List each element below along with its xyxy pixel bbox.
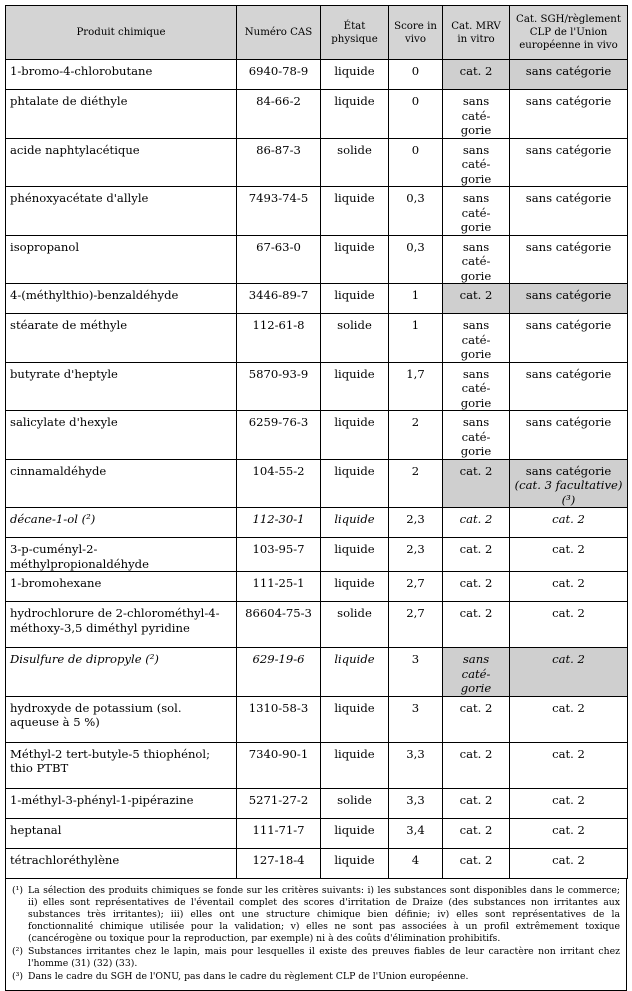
cell-cas (237, 648, 321, 697)
cell-cas (237, 508, 321, 538)
cell-score (389, 187, 443, 236)
cell-score (389, 411, 443, 460)
cell-sgh (510, 284, 628, 314)
cell-mrv-text: sans caté-gorie (460, 239, 492, 283)
cell-score (389, 818, 443, 848)
cell-sgh (510, 742, 628, 788)
cell-cas (237, 235, 321, 284)
cell-cas-text: 112-61-8 (252, 318, 305, 332)
cell-product (6, 90, 237, 139)
cell-state-text: solide (337, 792, 372, 807)
table-row (6, 60, 628, 90)
cell-cas (237, 848, 321, 878)
cell-cas (237, 818, 321, 848)
footnote-text: La sélection des produits chimiques se fonde sur les critères suivants: i) les substances sont disponibles dans le commerce; ii) elles sont représentatives de l'éventail complet des scores d'irritation de Draize (des substances non irritantes aux substances très irritantes); iii) elles ont une structure chimique bien définie; iv) elles sont représentatives de la fonctionnalité chimique utilisée pour la validation; v) elles ne sont pas associées à un profil extrêmement toxique (cancérogène ou toxique pour la reproduction, par exemple) ni à des coûts d'élimination prohibitifs. (28, 884, 620, 944)
cell-mrv-text: sans caté-gorie (460, 415, 492, 458)
table-header-row (6, 6, 628, 60)
cell-score (389, 90, 443, 139)
cell-cas-text: 111-25-1 (252, 576, 305, 590)
cell-state (321, 572, 389, 602)
cell-state (321, 187, 389, 236)
cell-state-text: liquide (334, 652, 375, 666)
cell-sgh-text: sans catégorie (525, 64, 612, 78)
header-score: Score in vivo (389, 6, 443, 60)
cell-score (389, 648, 443, 697)
cell-product-text: 1-méthyl-3-phényl-1-pipérazine (10, 792, 194, 807)
cell-mrv-text: cat. 2 (459, 746, 493, 761)
cell-cas (237, 138, 321, 187)
cell-product (6, 572, 237, 602)
cell-product (6, 602, 237, 648)
cell-state-text: liquide (334, 415, 375, 429)
cell-product (6, 235, 237, 284)
cell-mrv-text: cat. 2 (459, 852, 493, 867)
cell-mrv-text: sans caté-gorie (460, 142, 492, 186)
cell-score-text: 0,3 (406, 191, 425, 205)
cell-state-text: liquide (334, 288, 375, 302)
header-sgh: Cat. SGH/règlement CLP de l'Union européenne in vivo (510, 6, 628, 60)
cell-state-text: liquide (334, 191, 375, 205)
cell-state (321, 90, 389, 139)
cell-state-text: liquide (334, 852, 375, 867)
cell-sgh (510, 314, 628, 363)
cell-score-text: 2 (411, 463, 420, 478)
cell-mrv (443, 648, 510, 697)
cell-cas-text: 86-87-3 (256, 142, 301, 157)
cell-product (6, 314, 237, 363)
cell-cas-text: 5271-27-2 (248, 792, 309, 807)
cell-score-text: 0,3 (406, 239, 425, 254)
cell-product-text: phtalate de diéthyle (10, 94, 128, 108)
cell-product-text: phénoxyacétate d'allyle (10, 191, 149, 205)
cell-product (6, 459, 237, 508)
cell-cas-text: 86604-75-3 (245, 606, 312, 620)
cell-state-text: liquide (334, 512, 375, 526)
cell-cas-text: 84-66-2 (256, 94, 301, 108)
cell-sgh-note: (cat. 3 facultative) (³) (514, 478, 623, 507)
cell-sgh-text: cat. 2 (552, 822, 585, 837)
cell-sgh-text: cat. 2 (552, 852, 585, 867)
cell-sgh (510, 538, 628, 572)
header-product: Produit chimique (6, 6, 237, 60)
cell-product-text: décane-1-ol (²) (10, 512, 96, 526)
cell-mrv-text: cat. 2 (459, 542, 493, 556)
cell-cas-text: 104-55-2 (252, 463, 305, 478)
table-row (6, 138, 628, 187)
cell-mrv (443, 602, 510, 648)
cell-product (6, 60, 237, 90)
cell-sgh (510, 788, 628, 818)
cell-mrv (443, 314, 510, 363)
cell-score-text: 0 (411, 94, 420, 108)
cell-state (321, 602, 389, 648)
cell-mrv (443, 818, 510, 848)
cell-score (389, 138, 443, 187)
header-state: État physique (321, 6, 389, 60)
cell-mrv (443, 538, 510, 572)
cell-cas-text: 112-30-1 (252, 512, 305, 526)
cell-product-text: 3-p-cuményl-2-méthylpropionaldéhyde (10, 542, 149, 571)
cell-score (389, 314, 443, 363)
cell-cas-text: 629-19-6 (252, 652, 305, 666)
cell-mrv (443, 138, 510, 187)
cell-mrv-text: cat. 2 (459, 576, 493, 590)
cell-state (321, 818, 389, 848)
footnote-text: Dans le cadre du SGH de l'ONU, pas dans le cadre du règlement CLP de l'Union européenne. (28, 970, 469, 982)
cell-cas-text: 103-95-7 (252, 542, 305, 556)
cell-sgh-text: sans catégorie (525, 191, 612, 205)
cell-mrv (443, 572, 510, 602)
cell-product (6, 818, 237, 848)
table-row (6, 362, 628, 411)
cell-product (6, 411, 237, 460)
cell-cas (237, 742, 321, 788)
cell-score-text: 1 (411, 318, 420, 332)
cell-sgh (510, 696, 628, 742)
footnote (12, 971, 620, 983)
cell-sgh (510, 818, 628, 848)
cell-mrv-text: cat. 2 (459, 288, 493, 302)
footnote-marker: (³) (12, 970, 23, 982)
cell-product (6, 788, 237, 818)
cell-state (321, 742, 389, 788)
cell-cas (237, 572, 321, 602)
footnote-text: Substances irritantes chez le lapin, mais pour lesquelles il existe des preuves fiables de leur caractère non irritant chez l'homme (31) (32) (33). (28, 945, 620, 969)
cell-product-text: butyrate d'heptyle (10, 366, 118, 381)
cell-sgh-text: sans catégorie (525, 142, 612, 157)
table-row (6, 648, 628, 697)
cell-sgh (510, 648, 628, 697)
cell-sgh-text: sans catégorie (525, 239, 612, 254)
cell-state-text: liquide (334, 239, 375, 254)
cell-product (6, 138, 237, 187)
cell-score (389, 602, 443, 648)
cell-cas-text: 6940-78-9 (248, 64, 309, 78)
cell-cas-text: 7493-74-5 (248, 191, 309, 205)
cell-product-text: acide naphtylacétique (10, 142, 140, 157)
cell-sgh-text: cat. 2 (552, 512, 585, 526)
table-row (6, 696, 628, 742)
cell-mrv (443, 459, 510, 508)
cell-cas (237, 314, 321, 363)
cell-cas-text: 5870-93-9 (248, 366, 309, 381)
cell-score-text: 4 (411, 852, 420, 867)
cell-mrv (443, 362, 510, 411)
cell-score-text: 2,3 (406, 542, 425, 556)
cell-state-text: solide (337, 606, 372, 620)
cell-score-text: 2,7 (406, 576, 425, 590)
footnote-marker: (²) (12, 945, 23, 957)
cell-mrv-text: sans caté-gorie (460, 366, 492, 410)
cell-mrv (443, 90, 510, 139)
cell-sgh-text: sans catégorie (525, 318, 612, 332)
cell-score-text: 3,3 (406, 746, 425, 761)
cell-product-text: 1-bromo-4-chlorobutane (10, 64, 153, 78)
cell-sgh (510, 187, 628, 236)
cell-state-text: liquide (334, 576, 375, 590)
cell-score (389, 696, 443, 742)
cell-product-text: Disulfure de dipropyle (²) (10, 652, 159, 666)
table-row (6, 187, 628, 236)
footnote-marker: (¹) (12, 884, 23, 896)
cell-mrv-text: cat. 2 (459, 512, 493, 526)
cell-sgh-text: sans catégorie (525, 463, 612, 478)
cell-cas-text: 1310-58-3 (248, 700, 309, 715)
cell-cas-text: 3446-89-7 (248, 288, 309, 302)
cell-score (389, 459, 443, 508)
cell-mrv-text: sans caté-gorie (460, 191, 492, 234)
cell-score (389, 508, 443, 538)
cell-score-text: 2,3 (406, 512, 425, 526)
cell-sgh-text: sans catégorie (525, 366, 612, 381)
cell-state-text: liquide (334, 366, 375, 381)
cell-score-text: 3 (411, 700, 420, 715)
cell-cas (237, 788, 321, 818)
cell-score-text: 1,7 (406, 366, 425, 381)
cell-sgh (510, 459, 628, 508)
header-mrv: Cat. MRV in vitro (443, 6, 510, 60)
cell-product-text: 1-bromohexane (10, 576, 102, 590)
cell-score-text: 0 (411, 64, 420, 78)
cell-product (6, 848, 237, 878)
table-row (6, 742, 628, 788)
cell-state (321, 648, 389, 697)
cell-score (389, 235, 443, 284)
cell-cas-text: 6259-76-3 (248, 415, 309, 429)
cell-mrv-text: sans caté-gorie (460, 318, 492, 361)
cell-score-text: 0 (411, 142, 420, 157)
cell-score (389, 60, 443, 90)
cell-product-text: tétrachloréthylène (10, 852, 120, 867)
cell-state (321, 314, 389, 363)
cell-score (389, 788, 443, 818)
cell-cas (237, 538, 321, 572)
cell-sgh-text: cat. 2 (552, 746, 585, 761)
cell-product-text: hydrochlorure de 2-chlorométhyl-4-méthoxy-3,5 diméthyl pyridine (10, 606, 220, 635)
cell-sgh-text: sans catégorie (525, 288, 612, 302)
cell-cas-text: 67-63-0 (256, 239, 301, 254)
cell-sgh-text: cat. 2 (552, 792, 585, 807)
cell-state (321, 696, 389, 742)
cell-mrv-text: cat. 2 (459, 792, 493, 807)
cell-cas-text: 7340-90-1 (248, 746, 309, 761)
cell-state-text: solide (337, 142, 372, 157)
table-row (6, 508, 628, 538)
cell-score (389, 284, 443, 314)
header-cas: Numéro CAS (237, 6, 321, 60)
cell-product-text: Méthyl-2 tert-butyle-5 thiophénol; thio PTBT (10, 746, 211, 775)
cell-cas (237, 362, 321, 411)
cell-state-text: liquide (334, 542, 375, 556)
cell-mrv (443, 187, 510, 236)
cell-mrv (443, 60, 510, 90)
cell-sgh (510, 90, 628, 139)
cell-product (6, 284, 237, 314)
cell-cas (237, 459, 321, 508)
table-row (6, 284, 628, 314)
cell-state (321, 284, 389, 314)
cell-sgh (510, 508, 628, 538)
table-row (6, 538, 628, 572)
cell-score-text: 2 (411, 415, 420, 429)
cell-mrv (443, 508, 510, 538)
cell-sgh (510, 60, 628, 90)
cell-product (6, 187, 237, 236)
cell-sgh (510, 235, 628, 284)
cell-sgh-text: cat. 2 (552, 652, 585, 666)
cell-state (321, 538, 389, 572)
cell-product-text: stéarate de méthyle (10, 318, 128, 332)
cell-score (389, 362, 443, 411)
cell-sgh (510, 411, 628, 460)
cell-state-text: solide (337, 318, 372, 332)
cell-cas (237, 187, 321, 236)
cell-sgh (510, 602, 628, 648)
table-row (6, 818, 628, 848)
cell-product (6, 508, 237, 538)
cell-sgh-text: cat. 2 (552, 606, 585, 620)
cell-cas (237, 60, 321, 90)
cell-product (6, 696, 237, 742)
table-row (6, 459, 628, 508)
cell-mrv (443, 788, 510, 818)
table-row (6, 572, 628, 602)
cell-score (389, 742, 443, 788)
cell-product (6, 648, 237, 697)
cell-mrv-text: cat. 2 (459, 606, 493, 620)
cell-mrv (443, 696, 510, 742)
cell-state (321, 235, 389, 284)
cell-mrv-text: sans caté-gorie (460, 652, 492, 695)
cell-sgh-text: sans catégorie (525, 94, 612, 108)
cell-state (321, 459, 389, 508)
cell-sgh-text: cat. 2 (552, 542, 585, 556)
cell-state (321, 788, 389, 818)
cell-product-text: salicylate d'hexyle (10, 415, 118, 429)
cell-mrv-text: cat. 2 (459, 822, 493, 837)
cell-product-text: cinnamaldéhyde (10, 463, 107, 478)
cell-state-text: liquide (334, 746, 375, 761)
cell-sgh (510, 572, 628, 602)
cell-state (321, 362, 389, 411)
cell-sgh (510, 848, 628, 878)
cell-mrv-text: sans caté-gorie (460, 94, 492, 137)
footnote (12, 885, 620, 945)
cell-score (389, 848, 443, 878)
cell-product-text: 4-(méthylthio)-benzaldéhyde (10, 288, 179, 302)
cell-product-text: heptanal (10, 822, 62, 837)
cell-sgh (510, 362, 628, 411)
cell-score (389, 538, 443, 572)
cell-state (321, 848, 389, 878)
cell-score-text: 1 (411, 288, 420, 302)
cell-cas-text: 127-18-4 (252, 852, 305, 867)
cell-sgh-text: cat. 2 (552, 700, 585, 715)
cell-mrv (443, 411, 510, 460)
cell-score-text: 3,4 (406, 822, 425, 837)
cell-mrv (443, 742, 510, 788)
cell-mrv (443, 848, 510, 878)
cell-score-text: 3 (411, 652, 420, 666)
cell-product-text: hydroxyde de potassium (sol. aqueuse à 5 %) (10, 700, 182, 729)
cell-state-text: liquide (334, 64, 375, 78)
cell-mrv-text: cat. 2 (459, 463, 493, 478)
cell-product-text: isopropanol (10, 239, 80, 254)
cell-score-text: 2,7 (406, 606, 425, 620)
cell-sgh-text: cat. 2 (552, 576, 585, 590)
cell-state-text: liquide (334, 822, 375, 837)
footnotes (5, 879, 627, 991)
cell-product (6, 742, 237, 788)
cell-cas (237, 90, 321, 139)
cell-state (321, 60, 389, 90)
cell-mrv-text: cat. 2 (459, 64, 493, 78)
cell-cas (237, 602, 321, 648)
cell-cas (237, 411, 321, 460)
footnote (12, 946, 620, 970)
cell-state (321, 138, 389, 187)
cell-mrv (443, 235, 510, 284)
cell-state-text: liquide (334, 94, 375, 108)
cell-cas (237, 696, 321, 742)
cell-cas-text: 111-71-7 (252, 822, 305, 837)
cell-sgh (510, 138, 628, 187)
table-row (6, 90, 628, 139)
document-page (5, 5, 627, 991)
cell-score (389, 572, 443, 602)
table-row (6, 602, 628, 648)
cell-state (321, 508, 389, 538)
cell-state (321, 411, 389, 460)
cell-product (6, 362, 237, 411)
table-row (6, 788, 628, 818)
table-row (6, 235, 628, 284)
cell-state-text: liquide (334, 463, 375, 478)
table-row (6, 411, 628, 460)
table-row (6, 314, 628, 363)
cell-sgh-text: sans catégorie (525, 415, 612, 429)
chemicals-table (5, 5, 628, 879)
cell-score-text: 3,3 (406, 792, 425, 807)
cell-state-text: liquide (334, 700, 375, 715)
cell-cas (237, 284, 321, 314)
cell-mrv-text: cat. 2 (459, 700, 493, 715)
cell-mrv (443, 284, 510, 314)
table-row (6, 848, 628, 878)
cell-product (6, 538, 237, 572)
